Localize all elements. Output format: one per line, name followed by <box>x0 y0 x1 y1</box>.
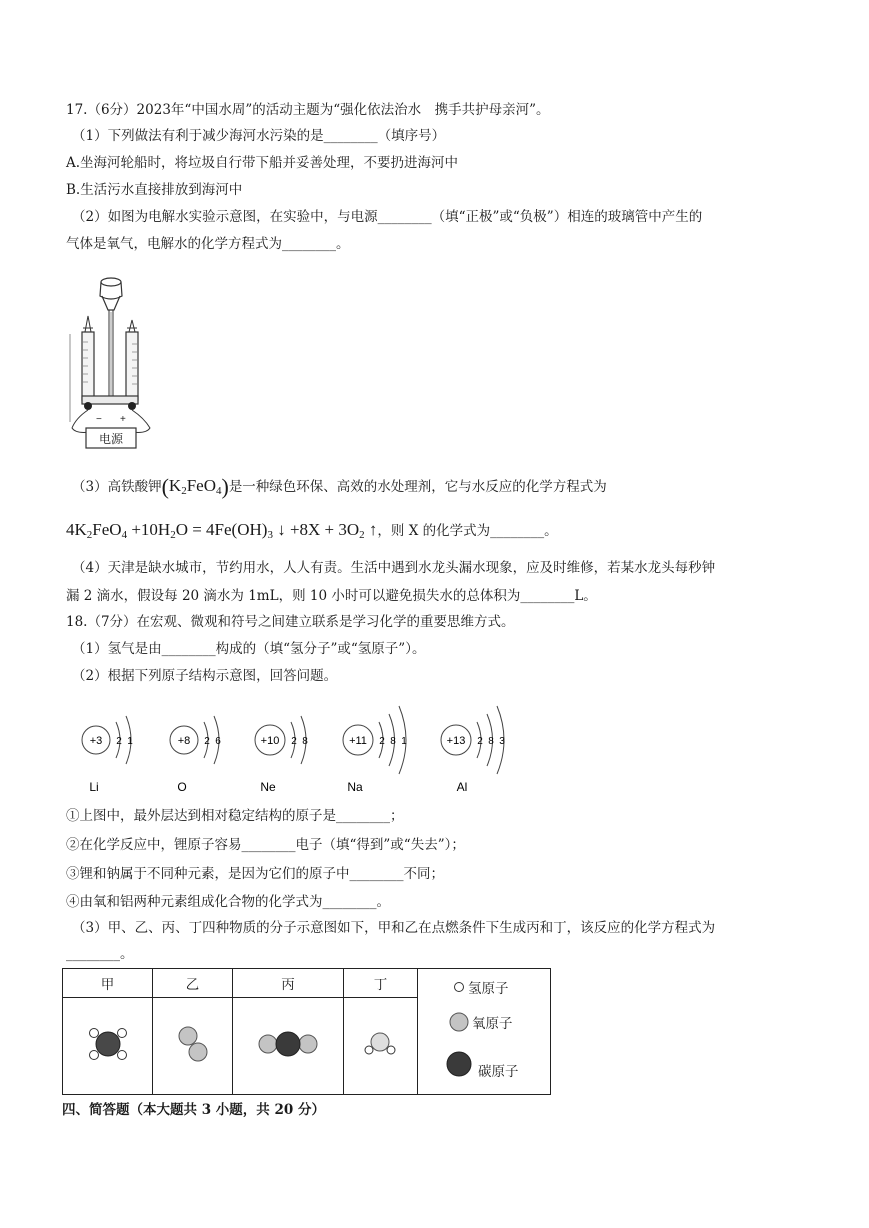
svg-text:2: 2 <box>291 736 297 747</box>
svg-text:8: 8 <box>302 736 308 747</box>
q17-part1: （1）下列做法有利于减少海河水污染的是________（填序号） <box>72 128 446 144</box>
svg-text:8: 8 <box>390 736 396 747</box>
q18-title: 18.（7分）在宏观、微观和符号之间建立联系是学习化学的重要思维方式。 <box>66 614 515 630</box>
section-4-heading: 四、简答题（本大题共 3 小题，共 20 分） <box>62 1102 325 1118</box>
atom-ne <box>255 716 308 794</box>
atom-na-nucleus: +11 <box>349 735 367 747</box>
svg-text:3: 3 <box>499 736 505 747</box>
q17-part2-line2: 气体是氧气，电解水的化学方程式为________。 <box>66 236 350 252</box>
q18-subq2: ②在化学反应中，锂原子容易________电子（填“得到”或“失去”）； <box>66 837 465 853</box>
legend-oxygen: 氧原子 <box>448 1011 513 1033</box>
atom-ne-label: Ne <box>260 780 276 794</box>
molecule-table <box>62 968 551 1095</box>
svg-text:−: − <box>96 414 102 425</box>
q17-equation-line: $4K_2FeO_4 +10H_2O = 4Fe(OH)_3$ ↓ $+8X + 3O_2$ ↑，则 X 的化学式为________。 <box>66 520 558 541</box>
svg-text:8: 8 <box>488 736 494 747</box>
legend-carbon: 碳原子 <box>446 1051 519 1077</box>
carbon-dioxide-molecule-icon <box>248 1014 328 1074</box>
svg-text:+: + <box>120 414 126 425</box>
chemical-equation: $4K_2FeO_4 +10H_2O = 4Fe(OH)_3$ ↓ $+8X + 3O_2$ ↑ <box>66 520 378 541</box>
electrolysis-apparatus-figure <box>64 272 160 452</box>
legend-cell <box>418 969 551 1095</box>
molecule-ding <box>344 998 418 1095</box>
q18-part2: （2）根据下列原子结构示意图，回答问题。 <box>72 668 338 684</box>
header-ding: 丁 <box>344 969 418 998</box>
q17-option-a: A.坐海河轮船时，将垃圾自行带下船并妥善处理，不要扔进海河中 <box>66 155 459 171</box>
q17-title: 17.（6分）2023年“中国水周”的活动主题为“强化依法治水 携手共护母亲河”。 <box>66 102 550 118</box>
atom-al-label: Al <box>456 780 468 794</box>
q17-part2-line1: （2）如图为电解水实验示意图，在实验中，与电源________（填“正极”或“负极”）相连的玻璃管中产生的 <box>72 209 703 225</box>
q18-part3-line2: ________。 <box>66 946 134 962</box>
q17-option-b: B.生活污水直接排放到海河中 <box>66 182 243 198</box>
header-jia: 甲 <box>63 969 153 998</box>
molecule-bing <box>233 998 344 1095</box>
atom-na-label: Na <box>347 780 363 794</box>
atom-o-label: O <box>177 780 187 794</box>
header-yi: 乙 <box>153 969 233 998</box>
hydrogen-atom-icon <box>452 980 466 994</box>
q18-part1: （1）氢气是由________构成的（填“氢分子”或“氢原子”）。 <box>72 641 426 657</box>
atom-o-nucleus: +8 <box>177 735 191 747</box>
power-supply-label: 电源 <box>98 432 123 446</box>
water-molecule-icon <box>356 1014 406 1074</box>
q17-part4-line2: 漏 2 滴水，假设每 20 滴水为 1mL，则 10 小时可以避免损失水的总体积为________L。 <box>66 588 597 604</box>
oxygen-atom-icon <box>448 1011 470 1033</box>
header-bing: 丙 <box>233 969 344 998</box>
q18-subq3: ③锂和钠属于不同种元素，是因为它们的原子中________不同； <box>66 866 444 882</box>
molecule-yi <box>153 998 233 1095</box>
atom-o <box>170 716 221 794</box>
svg-text:2: 2 <box>204 736 210 747</box>
atom-al-nucleus: +13 <box>446 735 466 747</box>
atom-li-nucleus: +3 <box>89 735 103 747</box>
svg-text:1: 1 <box>127 736 133 747</box>
carbon-atom-icon <box>446 1051 472 1077</box>
svg-text:6: 6 <box>215 736 221 747</box>
atom-na <box>343 706 407 794</box>
atom-structure-diagrams <box>70 700 530 800</box>
svg-text:2: 2 <box>477 736 483 747</box>
atom-al <box>441 706 505 794</box>
svg-text:2: 2 <box>116 736 122 747</box>
svg-text:2: 2 <box>379 736 385 747</box>
q18-part3-line1: （3）甲、乙、丙、丁四种物质的分子示意图如下，甲和乙在点燃条件下生成丙和丁，该反应的化学方程式为 <box>72 920 716 936</box>
atom-li <box>82 716 133 794</box>
svg-text:1: 1 <box>401 736 407 747</box>
molecule-jia <box>63 998 153 1095</box>
atom-ne-nucleus: +10 <box>260 735 280 747</box>
q17-part4-line1: （4）天津是缺水城市，节约用水，人人有责。生活中遇到水龙头漏水现象，应及时维修，若某水龙头每秒钟 <box>72 560 716 576</box>
q18-subq4: ④由氧和铝两种元素组成化合物的化学式为________。 <box>66 894 390 910</box>
q17-part3-intro: （3）高铁酸钾$(K_2FeO_4)$是一种绿色环保、高效的水处理剂，它与水反应的化学方程式为 <box>72 474 607 499</box>
atom-li-label: Li <box>89 780 99 794</box>
oxygen-molecule-icon <box>168 1014 218 1074</box>
q18-subq1: ①上图中，最外层达到相对稳定结构的原子是________； <box>66 808 404 824</box>
methane-molecule-icon <box>78 1014 138 1074</box>
legend-hydrogen: 氢原子 <box>452 977 509 997</box>
